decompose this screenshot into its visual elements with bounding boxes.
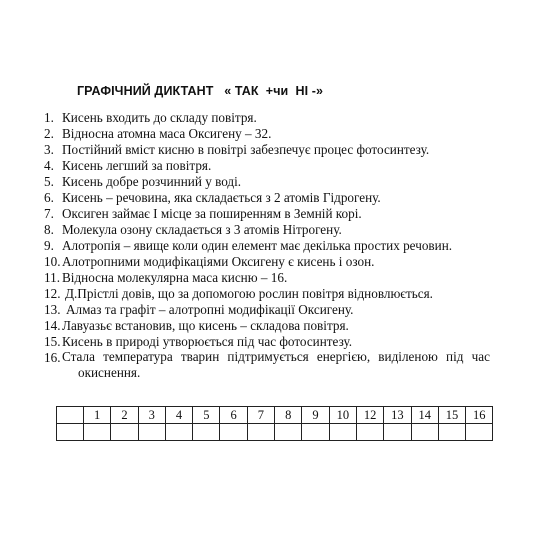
header-cell: 1 — [84, 407, 111, 424]
answer-cell[interactable] — [247, 424, 274, 441]
statement-text: Кисень входить до складу повітря. — [62, 110, 257, 125]
statement-number: 10. — [44, 254, 61, 269]
statement-text: Відносна молекулярна маса кисню – 16. — [62, 270, 288, 285]
statement-number: 16. — [44, 350, 61, 365]
statement-number: 11. — [44, 270, 60, 285]
header-cell: 12 — [356, 407, 383, 424]
statement-number: 3. — [44, 142, 54, 157]
statement-text: Алотропія – явище коли один елемент має декілька простих речовин. — [62, 238, 453, 253]
header-cell: 8 — [275, 407, 302, 424]
answer-cell[interactable] — [329, 424, 356, 441]
header-cell: 3 — [138, 407, 165, 424]
statement-text: Д.Прістлі довів, що за допомогою рослин повітря відновлюється. — [65, 286, 433, 301]
statement-text: Кисень – речовина, яка складається з 2 атомів Гідрогену. — [62, 190, 381, 205]
answer-cell[interactable] — [111, 424, 138, 441]
answer-cell[interactable] — [302, 424, 329, 441]
answer-cell[interactable] — [275, 424, 302, 441]
statement-text: Лавуазьє встановив, що кисень – складова повітря. — [62, 318, 349, 333]
header-cell: 7 — [247, 407, 274, 424]
header-cell: 15 — [438, 407, 465, 424]
answer-cell[interactable] — [466, 424, 493, 441]
statement-number: 14. — [44, 318, 61, 333]
header-cell: 16 — [466, 407, 493, 424]
header-cell: 10 — [329, 407, 356, 424]
header-cell: 6 — [220, 407, 247, 424]
answer-cell[interactable] — [165, 424, 192, 441]
statement-item-16 — [62, 349, 490, 381]
answer-cell[interactable] — [411, 424, 438, 441]
statement-text: Кисень легший за повітря. — [62, 158, 212, 173]
answer-table — [56, 406, 493, 441]
statement-number: 8. — [44, 222, 54, 237]
answer-table-answer-row — [57, 424, 493, 441]
worksheet-title: ГРАФІЧНИЙ ДИКТАНТ « ТАК +чи НІ -» — [77, 84, 324, 98]
answer-table-header-row — [57, 407, 493, 424]
header-cell: 9 — [302, 407, 329, 424]
header-cell: 14 — [411, 407, 438, 424]
statement-number: 13. — [44, 302, 61, 317]
statement-text: Кисень в природі утворюється під час фотосинтезу. — [62, 334, 353, 349]
header-cell: 13 — [384, 407, 411, 424]
statement-number: 9. — [44, 238, 54, 253]
answer-cell[interactable] — [138, 424, 165, 441]
statement-text: Відносна атомна маса Оксигену – 32. — [62, 126, 272, 141]
statement-text: Кисень добре розчинний у воді. — [62, 174, 242, 189]
statement-text-line: Стала температура тварин підтримується енергією, виділеною під час — [62, 349, 490, 364]
answer-cell[interactable] — [384, 424, 411, 441]
statement-text-line: окиснення. — [78, 365, 141, 380]
answer-cell — [57, 424, 84, 441]
statement-number: 6. — [44, 190, 54, 205]
header-cell — [57, 407, 84, 424]
statement-number: 4. — [44, 158, 54, 173]
statement-number: 15. — [44, 334, 61, 349]
statement-number: 5. — [44, 174, 54, 189]
statement-text: Алмаз та графіт – алотропні модифікації Оксигену. — [66, 302, 354, 317]
answer-cell[interactable] — [356, 424, 383, 441]
header-cell: 4 — [165, 407, 192, 424]
statement-number: 2. — [44, 126, 54, 141]
statement-text: Алотропними модифікаціями Оксигену є кисень і озон. — [62, 254, 375, 269]
answer-cell[interactable] — [193, 424, 220, 441]
statement-text: Молекула озону складається з 3 атомів Нітрогену. — [62, 222, 342, 237]
statement-number: 7. — [44, 206, 54, 221]
answer-cell[interactable] — [220, 424, 247, 441]
header-cell: 2 — [111, 407, 138, 424]
statement-text: Постійний вміст кисню в повітрі забезпечує процес фотосинтезу. — [62, 142, 430, 157]
statement-text: Оксиген займає І місце за поширенням в Земній корі. — [62, 206, 362, 221]
statement-number: 1. — [44, 110, 54, 125]
statement-number: 12. — [44, 286, 61, 301]
header-cell: 5 — [193, 407, 220, 424]
answer-cell[interactable] — [438, 424, 465, 441]
answer-cell[interactable] — [84, 424, 111, 441]
